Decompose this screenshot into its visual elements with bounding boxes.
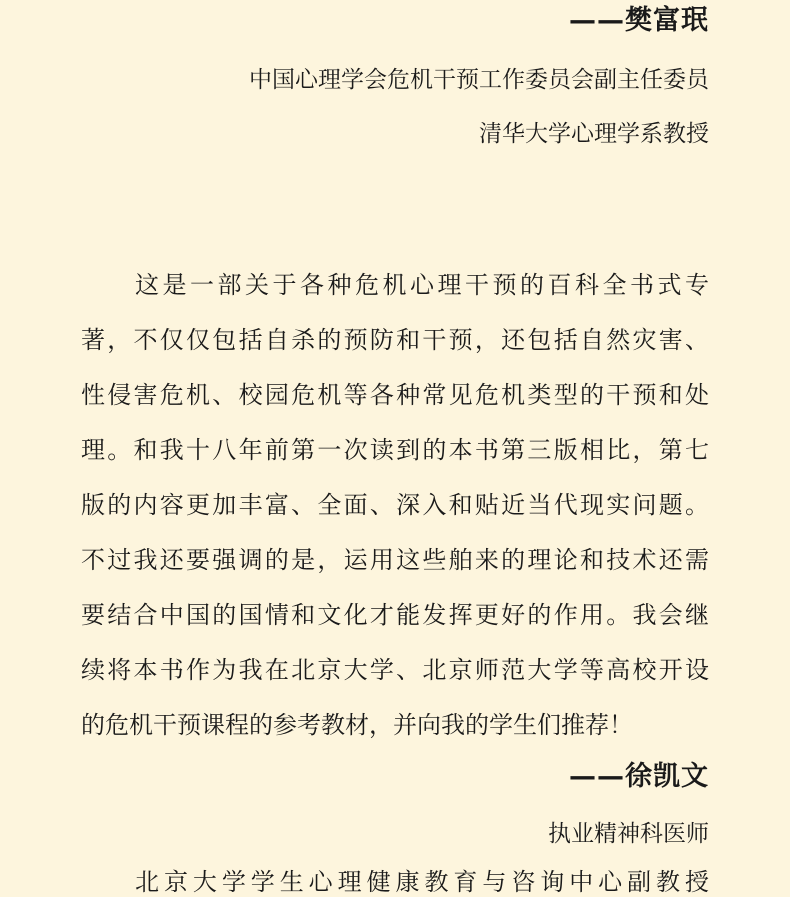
quote2-paragraph-line: 续将本书作为我在北京大学、北京师范大学等高校开设 bbox=[81, 656, 709, 684]
quote2-paragraph-line: 的危机干预课程的参考教材，并向我的学生们推荐！ bbox=[81, 711, 633, 739]
quote2-credential-2: 北京大学学生心理健康教育与咨询中心副教授 bbox=[135, 868, 709, 896]
quote1-credential-2: 清华大学心理学系教授 bbox=[479, 121, 709, 147]
quote2-paragraph-line: 性侵害危机、校园危机等各种常见危机类型的干预和处 bbox=[81, 381, 709, 409]
quote2-signature: ——徐凯文 bbox=[569, 761, 709, 792]
quote2-paragraph-line: 不过我还要强调的是，运用这些舶来的理论和技术还需 bbox=[81, 546, 709, 574]
quote1-signature: ——樊富珉 bbox=[569, 5, 709, 36]
quote2-paragraph-line: 这是一部关于各种危机心理干预的百科全书式专 bbox=[135, 271, 709, 299]
quote2-paragraph-line: 理。和我十八年前第一次读到的本书第三版相比，第七 bbox=[81, 436, 709, 464]
quote2-credential-1: 执业精神科医师 bbox=[548, 821, 709, 847]
quote1-credential-1: 中国心理学会危机干预工作委员会副主任委员 bbox=[249, 67, 709, 93]
quote2-paragraph-line: 版的内容更加丰富、全面、深入和贴近当代现实问题。 bbox=[81, 491, 709, 519]
quote2-paragraph-line: 要结合中国的国情和文化才能发挥更好的作用。我会继 bbox=[81, 601, 709, 629]
quote2-paragraph-line: 著，不仅仅包括自杀的预防和干预，还包括自然灾害、 bbox=[81, 326, 709, 354]
